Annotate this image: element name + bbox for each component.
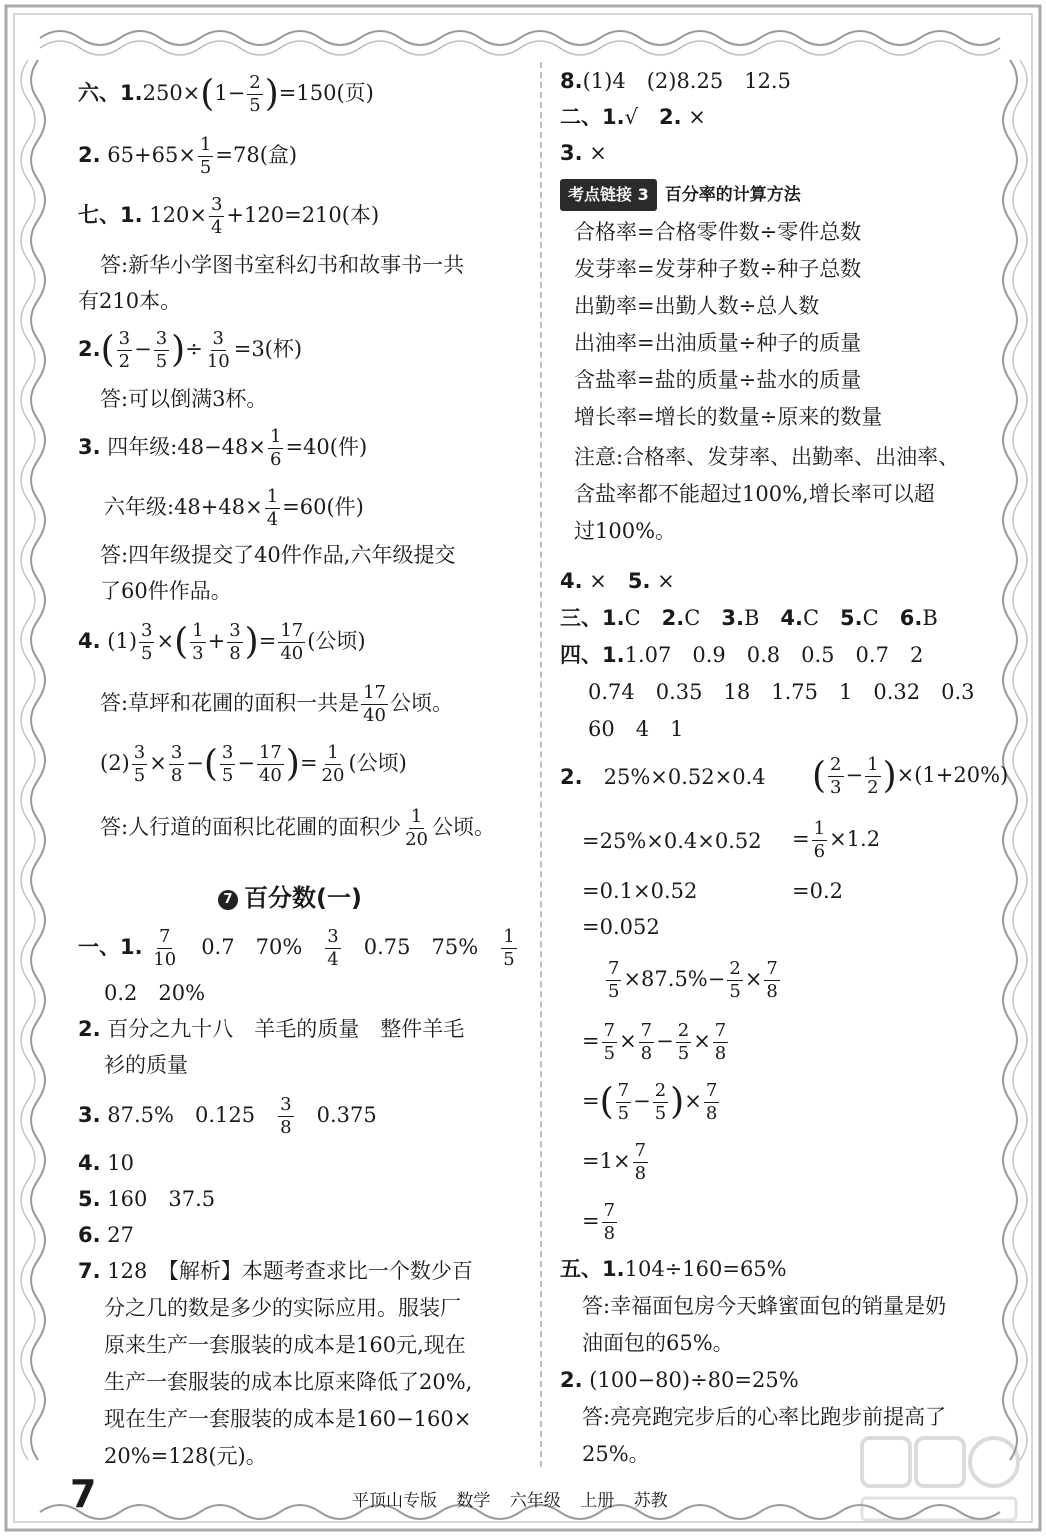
key-point-note: 含盐率都不能超过100%,增长率可以超	[574, 482, 935, 506]
answer-4-2-step: = $\frac{7}{8}$	[582, 1200, 616, 1244]
answer-1-4: 4. 10	[78, 1151, 135, 1175]
answer-2-4-5: 4. × 5. ×	[560, 569, 675, 593]
answer-1-1-continued: 0.2 20%	[104, 981, 206, 1005]
key-point-line: 含盐率=盐的质量÷盐水的质量	[574, 368, 862, 392]
section-heading: 7 百分数(一)	[218, 878, 362, 913]
section-number-badge: 7	[218, 890, 238, 910]
key-point-note: 过100%。	[574, 519, 677, 543]
answer-2-3: 3. ×	[560, 141, 607, 165]
key-point-line: 出勤率=出勤人数÷总人数	[574, 294, 820, 318]
answer-2-1-2: 二、1.√ 2. ×	[560, 105, 706, 129]
answer-5-2-reply-line2: 25%。	[582, 1442, 650, 1466]
answer-1-3: 3. 87.5% 0.125 $\frac{3}{8}$ 0.375	[78, 1094, 377, 1138]
answer-4-2-step: =1× $\frac{7}{8}$	[582, 1140, 647, 1184]
answer-4-2-step: = $\frac{7}{5}$ × $\frac{7}{8}$ − $\frac{2}{5}$ × $\frac{7}{8}$	[582, 1020, 727, 1064]
answer-4-2-step: =0.1×0.52	[582, 879, 698, 903]
answer-7-4-part2: (2) $\frac{3}{5}$ × $\frac{3}{8}$ −( $\frac{3}{5}$ − $\frac{17}{40}$ )= $\frac{1}{20}$ (公顷)	[100, 742, 407, 786]
answer-7-1: 七、1. 120× $\frac{3}{4}$ +120=210(本)	[78, 194, 380, 238]
answer-1-7-line1: 7. 128 【解析】本题考查求比一个数少百	[78, 1259, 473, 1283]
answer-7-3-reply-line1: 答:四年级提交了40件作品,六年级提交	[100, 543, 456, 567]
key-point-badge: 考点链接 3	[560, 179, 657, 211]
answer-4-2-step: =0.2	[792, 879, 843, 903]
answer-5-1-reply-line1: 答:幸福面包房今天蜂蜜面包的销量是奶	[582, 1294, 947, 1318]
answer-1-5: 5. 160 37.5	[78, 1187, 216, 1211]
answer-7-2: 2.( $\frac{3}{2}$ − $\frac{3}{5}$ )÷ $\frac{3}{10}$ =3(杯)	[78, 328, 303, 372]
answer-8: 8.(1)4 (2)8.25 12.5	[560, 69, 791, 93]
answer-7-3-grade6: 六年级:48+48× $\frac{1}{4}$ =60(件)	[104, 486, 364, 530]
key-point-note: 注意:合格率、发芽率、出勤率、出油率、	[574, 445, 960, 469]
answer-4-2-step: =25%×0.4×0.52	[582, 829, 762, 853]
answer-6-2: 2. 65+65× $\frac{1}{5}$ =78(盒)	[78, 134, 298, 178]
answer-1-7-line4: 生产一套服装的成本比原来降低了20%,	[104, 1370, 473, 1394]
key-point-header: 考点链接 3 百分率的计算方法	[560, 178, 801, 211]
answer-7-1-reply-line1: 答:新华小学图书室科幻书和故事书一共	[100, 253, 465, 277]
answer-5-1: 五、1.104÷160=65%	[560, 1257, 787, 1281]
key-point-line: 合格率=合格零件数÷零件总数	[574, 220, 862, 244]
answer-1-2-line2: 衫的质量	[104, 1053, 188, 1077]
answer-section-3: 三、1.C 2.C 3.B 4.C 5.C 6.B	[560, 606, 938, 630]
answer-4-2-step: =( $\frac{7}{5}$ − $\frac{2}{5}$ )× $\frac{7}{8}$	[582, 1080, 718, 1124]
answer-4-1-line3: 60 4 1	[588, 717, 684, 741]
key-point-line: 出油率=出油质量÷种子的质量	[574, 331, 862, 355]
answer-7-4-part1-reply: 答:草坪和花圃的面积一共是 $\frac{17}{40}$ 公顷。	[100, 682, 453, 726]
watermark-logo-icon	[854, 1428, 1024, 1528]
key-point-line: 发芽率=发芽种子数÷种子总数	[574, 257, 862, 281]
page-number: 7	[70, 1472, 97, 1516]
answer-4-2-calc-b: ( $\frac{2}{3}$ − $\frac{1}{2}$ )×(1+20%)	[812, 754, 1009, 798]
footer-book-info: 平顶山专版 数学 六年级 上册 苏教	[352, 1491, 668, 1511]
answer-7-4-part2-reply: 答:人行道的面积比花圃的面积少 $\frac{1}{20}$ 公顷。	[100, 806, 495, 850]
answer-7-3-grade4: 3. 四年级:48−48× $\frac{1}{6}$ =40(件)	[78, 426, 368, 470]
answer-4-2-step: = $\frac{1}{6}$ ×1.2	[792, 818, 881, 862]
answer-4-2-step: =0.052	[582, 915, 660, 939]
answer-1-7-line2: 分之几的数是多少的实际应用。服装厂	[104, 1296, 461, 1320]
answer-5-2: 2. (100−80)÷80=25%	[560, 1368, 799, 1392]
answer-7-2-reply: 答:可以倒满3杯。	[100, 387, 268, 411]
answer-7-4-part1: 4. (1) $\frac{3}{5}$ ×( $\frac{1}{3}$ + $\frac{3}{8}$ )= $\frac{17}{40}$ (公顷)	[78, 620, 366, 664]
answer-1-7-line5: 现在生产一套服装的成本是160−160×	[104, 1407, 472, 1431]
answer-7-1-reply-line2: 有210本。	[78, 289, 182, 313]
answer-5-2-reply-line1: 答:亮亮跑完步后的心率比跑步前提高了	[582, 1405, 947, 1429]
answer-4-1-line2: 0.74 0.35 18 1.75 1 0.32 0.3	[588, 680, 975, 704]
answer-6-1: 六、1.250×(1− $\frac{2}{5}$ )=150(页)	[78, 72, 374, 116]
answer-4-2-calc-c: $\frac{7}{5}$ ×87.5%− $\frac{2}{5}$ × $\frac{7}{8}$	[608, 958, 778, 1002]
answer-5-1-reply-line2: 油面包的65%。	[582, 1331, 734, 1355]
answer-1-1: 一、1. $\frac{7}{10}$ 0.7 70% $\frac{3}{4}$ 0.75 75% $\frac{1}{5}$	[78, 926, 515, 970]
answer-4-1-line1: 四、1.1.07 0.9 0.8 0.5 0.7 2	[560, 643, 924, 667]
answer-1-7-line6: 20%=128(元)。	[104, 1444, 267, 1468]
key-point-line: 增长率=增长的数量÷原来的数量	[574, 405, 883, 429]
column-divider	[540, 62, 542, 1467]
answer-7-3-reply-line2: 了60件作品。	[100, 579, 232, 603]
answer-1-6: 6. 27	[78, 1223, 135, 1247]
answer-1-2-line1: 2. 百分之九十八 羊毛的质量 整件羊毛	[78, 1017, 465, 1041]
answer-4-2-calc-a: 2. 25%×0.52×0.4	[560, 765, 766, 789]
answer-1-7-line3: 原来生产一套服装的成本是160元,现在	[104, 1333, 466, 1357]
